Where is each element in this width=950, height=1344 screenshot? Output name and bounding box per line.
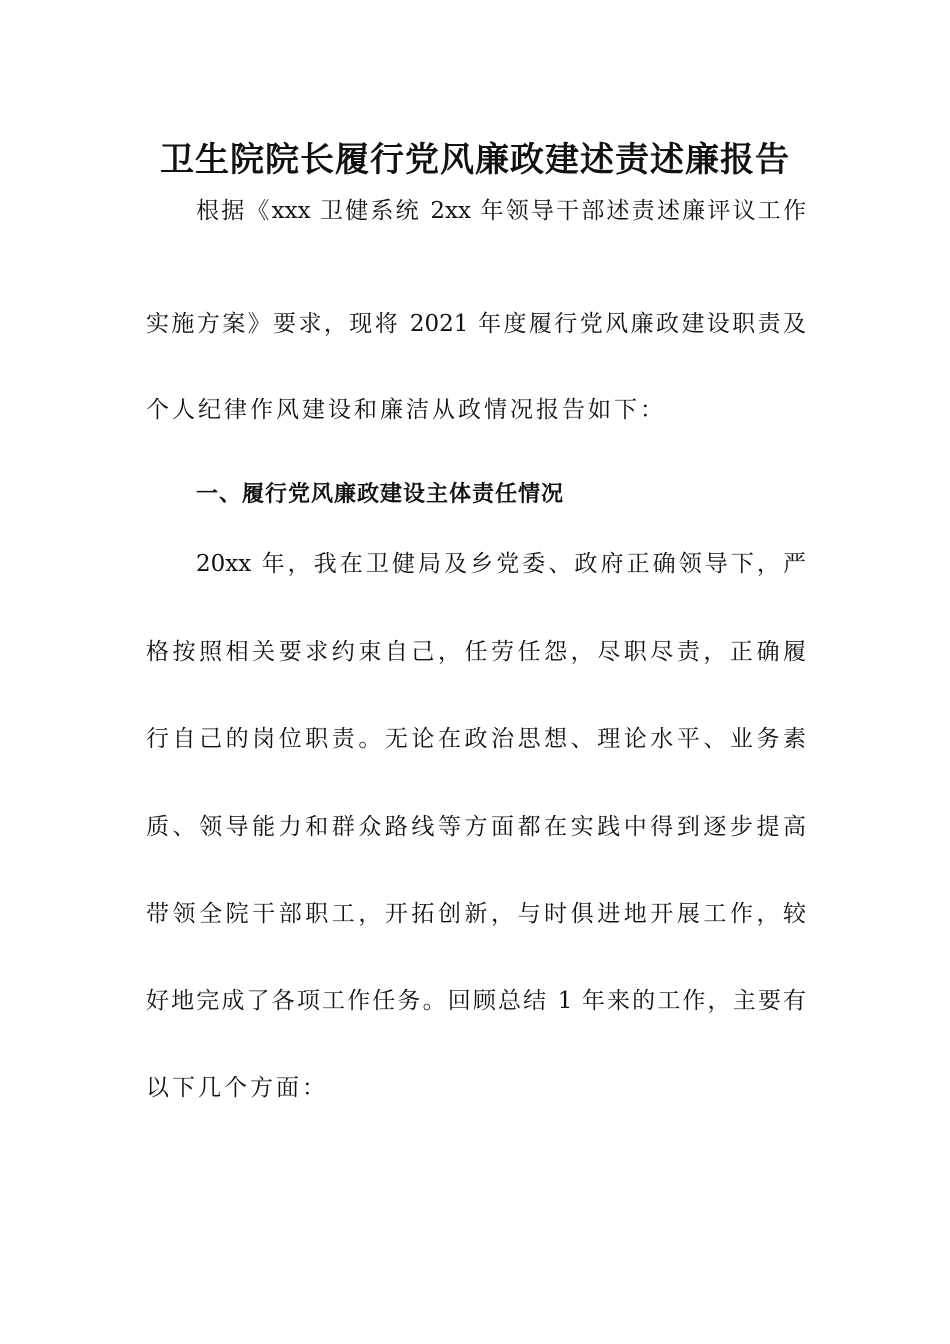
body-line-6: 好地完成了各项工作任务。回顾总结 1 年来的工作，主要有 <box>146 988 806 1014</box>
section-heading: 一、履行党风廉政建设主体责任情况 <box>196 482 565 507</box>
body-line-4: 质、领导能力和群众路线等方面都在实践中得到逐步提高 <box>146 814 806 840</box>
body-line-3: 行自己的岗位职责。无论在政治思想、理论水平、业务素 <box>146 726 806 752</box>
body-line-1: 20xx 年，我在卫健局及乡党委、政府正确领导下，严 <box>196 551 806 577</box>
intro-line-2: 实施方案》要求，现将 2021 年度履行党风廉政建设职责及 <box>146 311 806 337</box>
intro-line-3: 个人纪律作风建设和廉洁从政情况报告如下： <box>146 397 666 423</box>
intro-line-1: 根据《xxx 卫健系统 2xx 年领导干部述责述廉评议工作 <box>196 198 806 224</box>
body-line-5: 带领全院干部职工，开拓创新，与时俱进地开展工作，较 <box>146 901 806 927</box>
document-title: 卫生院院长履行党风廉政建述责述廉报告 <box>160 140 790 180</box>
body-line-2: 格按照相关要求约束自己，任劳任怨，尽职尽责，正确履 <box>146 639 806 665</box>
body-line-7: 以下几个方面： <box>146 1075 328 1101</box>
